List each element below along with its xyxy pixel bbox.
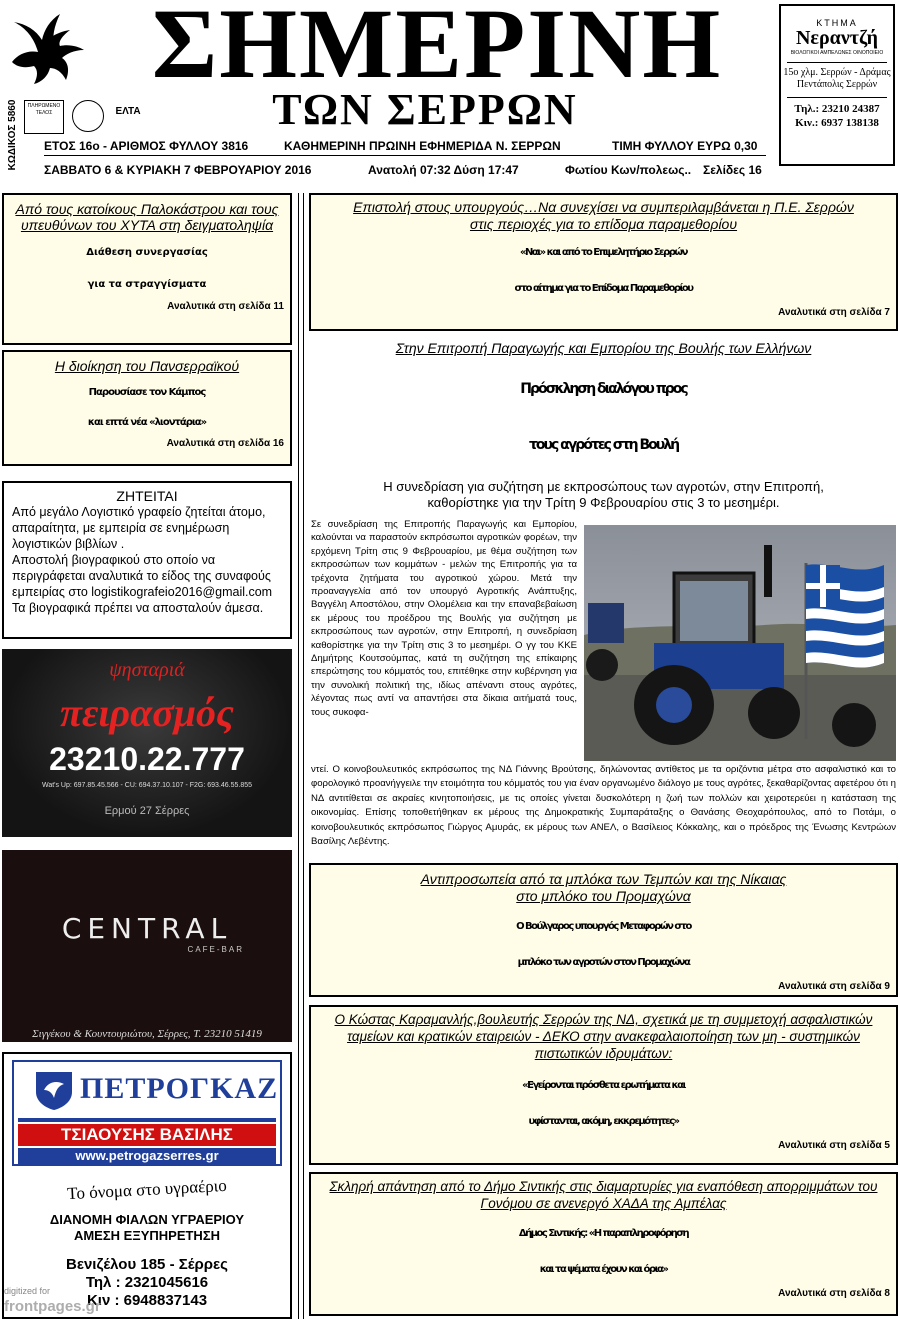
- story-epimelitirio[interactable]: [309, 193, 898, 331]
- price-label: ΤΙΜΗ ΦΥΛΛΟΥ ΕΥΡΩ 0,30: [612, 139, 758, 153]
- winery-name: Νεραντζή: [795, 27, 879, 49]
- winery-addr1: 15ο χλμ. Σερρών - Δράμας: [783, 67, 891, 78]
- story-kicker: Από τους κατοίκους Παλοκάστρου και τους υπευθύνων του ΧΥΤΑ στη δειγματοληψία: [15, 201, 279, 233]
- ad-messaging: Wat's Up: 697.85.45.566 - CU: 694.37.10.107 - F2G: 693.46.55.855: [41, 782, 253, 789]
- ad-brand: πειρασμός: [60, 690, 234, 735]
- greek-flag-icon: [806, 564, 884, 667]
- year-issue: ΕΤΟΣ 16ο - ΑΡΙΘΜΟΣ ΦΥΛΛΟΥ 3816: [44, 139, 249, 153]
- main-headline-line1: Πρόσκληση διαλόγου προς: [520, 381, 687, 397]
- petrogaz-website: www.petrogazserres.gr: [18, 1148, 276, 1164]
- masthead-subtitle: ΤΩΝ ΣΕΡΡΩΝ: [272, 85, 578, 134]
- story-headline-line1: «Εγείρονται πρόσθετα ερωτήματα και: [522, 1080, 685, 1091]
- ad-brand: CENTRAL: [61, 912, 233, 945]
- postage-badge: ΠΛΗΡΩΜΕΝΟ ΤΕΛΟΣ: [24, 100, 64, 134]
- ad-address: Ερμού 27 Σέρρες: [104, 805, 190, 817]
- winery-ad[interactable]: [779, 4, 895, 166]
- petrogaz-slogan: Το όνομα στο υγραέριο: [66, 1175, 228, 1204]
- petrogaz-logo-box: [12, 1060, 282, 1166]
- winery-tel: Τηλ.: 23210 24387: [794, 103, 880, 115]
- ad-central[interactable]: [2, 850, 292, 1042]
- story-palokastro[interactable]: [2, 193, 292, 345]
- main-headline-line2: τους αγρότες στη Βουλή: [528, 437, 679, 453]
- watermark-site[interactable]: frontpages.gr: [4, 1298, 101, 1315]
- page-reference: Αναλυτικά στη σελίδα 8: [778, 1288, 890, 1299]
- petrogaz-mobile: Κιν : 6948837143: [86, 1292, 208, 1309]
- story-headline-line2: και τα ψέματα έχουν και όρια»: [539, 1264, 668, 1275]
- story-panserraikos[interactable]: [2, 350, 292, 466]
- ad-address: Σιγγέκου & Κουντουριώτου, Σέρρες, Τ. 23210 51419: [32, 1028, 262, 1040]
- story-headline-line1: «Ναι» και από το Επιμελητήριο Σερρών: [520, 247, 687, 258]
- petrogaz-address: Βενιζέλου 185 - Σέρρες: [66, 1256, 228, 1273]
- story-bulgarian-minister[interactable]: [309, 863, 898, 997]
- date-label: ΣΑΒΒΑΤΟ 6 & ΚΥΡΙΑΚΗ 7 ΦΕΒΡΟΥΑΡΙΟΥ 2016: [44, 163, 312, 177]
- story-headline-line1: Διάθεση συνεργασίας: [86, 247, 208, 258]
- story-kicker: Σκληρή απάντηση από το Δήμο Σιντικής στις διαμαρτυρίες για εναπόθεση απορριμμάτων του Γονόμου σε ανενεργό ΧΑΔΑ της Αμπέλας: [329, 1179, 878, 1211]
- story-kicker2: στο μπλόκο του Προμαχώνα: [516, 888, 691, 904]
- petrogaz-tel: Τηλ : 2321045616: [85, 1274, 209, 1291]
- tractor-flag-photo: [584, 525, 896, 761]
- ad-peirasmos[interactable]: [2, 649, 292, 837]
- seal-icon: [72, 100, 104, 132]
- petrogaz-line2: ΑΜΕΣΗ ΕΞΥΠΗΡΕΤΗΣΗ: [73, 1228, 221, 1243]
- ad-petrogaz[interactable]: [2, 1052, 292, 1319]
- story-kicker: Ο Κώστας Καραμανλής,βουλευτής Σερρών της ΝΔ, σχετικά με τη συμμετοχή ασφαλιστικών ταμείων και κρατικών εταιρειών - ΔΕΚΟ στην ανακεφαλαιοποίηση των μη - συστημικών πιστωτικών ιδρυμάτων:: [334, 1012, 873, 1061]
- story-headline-line2: και επτά νέα «λιοντάρια»: [87, 417, 207, 428]
- classified-text1: Από μεγάλο Λογιστικό γραφείο ζητείται άτομο, απαραίτητα, με εμπειρία σε ενημέρωση λογιστικών βιβλίων .: [12, 505, 266, 551]
- petrogaz-brand: ΠΕΤΡΟΓΚΑΖ: [80, 1072, 279, 1105]
- main-deck-line2: καθορίστηκε για την Τρίτη 9 Φεβρουαρίου στις 3 το μεσημέρι.: [427, 495, 780, 510]
- issn-code: ΚΩΔΙΚΟΣ 5860: [7, 99, 18, 171]
- main-body-column: Σε συνεδρίαση της Επιτροπής Παραγωγής και Εμπορίου, καλούνται να παραστούν εκπρόσωποι αγροτικών φορέων, την ερχόμενη Τρίτη στις 9 Φεβρουαρίου, με θέμα συζήτηση των εκπροσώπων των κομμάτων - μελών της Επιτροπής για τα τρέχοντα ζητήματα του αγροτικού χώρου. Μετά την προαναγγελία από τον υπουργό Αγροτικής Ανάπτυξης, Βαγγέλη Αποστόλου, στην Ολομέλεια και την επαναβεβαίωση εκ μέρους του προέδρου της Βουλής για συζήτηση με εκπροσώπους των αγροτών, στην Επιτροπή, η συνεδρίαση καθορίστηκε για την Τρίτη στις 3 το μεσημέρι. Ο γγ του ΚΚΕ Δημήτρης Κουτσούμπας, κατά τη συζήτηση της επίκαιρης επερώτησης του κόμματός του, επιτέθηκε στην κυβέρνηση για την συνολική πολιτική της, ιδίως απέναντι στους αγρότες, λέγοντας πως αντί να απαντήσει στα δίκαια αιτήματά τους, τους συκοφα-: [311, 519, 577, 718]
- winery-addr2: Πεντάπολις Σερρών: [796, 79, 878, 90]
- masthead-title: ΣΗΜΕΡΙΝΗ: [151, 0, 723, 99]
- main-kicker: Στην Επιτροπή Παραγωγής και Εμπορίου της Βουλής των Ελλήνων: [395, 340, 812, 356]
- ad-subtitle: CAFE-BAR: [187, 945, 244, 954]
- main-deck-line1: Η συνεδρίαση για συζήτηση με εκπροσώπους των αγροτών, στην Επιτροπή,: [383, 479, 824, 494]
- page-reference: Αναλυτικά στη σελίδα 16: [166, 438, 284, 449]
- pegasus-logo-icon: [4, 10, 86, 86]
- winery-sub: ΒΙΟΛΟΓΙΚΟΙ ΑΜΠΕΛΩΝΕΣ ΟΙΝΟΠΟΙΕΙΟ: [790, 50, 884, 56]
- page-reference: Αναλυτικά στη σελίδα 7: [778, 307, 890, 318]
- story-headline-line2: στο αίτημα για το Επίδομα Παραμεθορίου: [514, 283, 693, 294]
- page-reference: Αναλυτικά στη σελίδα 9: [778, 981, 890, 992]
- sun-times: Ανατολή 07:32 Δύση 17:47: [368, 163, 519, 177]
- story-headline-line2: υφίστανται, ακόμη, εκκρεμότητες»: [528, 1116, 679, 1127]
- story-headline-line2: μπλόκο των αγροτών στον Προμαχώνα: [517, 957, 690, 968]
- petrogaz-owner: ΤΣΙΑΟΥΣΗΣ ΒΑΣΙΛΗΣ: [18, 1124, 276, 1146]
- shield-icon: [32, 1068, 76, 1112]
- story-karamanlis[interactable]: [309, 1005, 898, 1165]
- column-divider: [298, 193, 304, 1319]
- story-kicker1: Αντιπροσωπεία από τα μπλόκα των Τεμπών και της Νίκαιας: [420, 871, 787, 887]
- watermark-digitized: digitized for: [4, 1286, 51, 1296]
- classified-text2: Αποστολή βιογραφικού στο οποίο να περιγράφεται αναλυτικά το είδος της συναφούς εμπειρίας στο logistikografeio2016@gmail.com: [12, 553, 273, 599]
- main-body-full: ντεί. Ο κοινοβουλευτικός εκπρόσωπος της ΝΔ Γιάννης Βρούτσης, δηλώνοντας αντίθετος με τα οριζόντια μέτρα στο ασφαλιστικό και το φορολογικό προανήγγειλε την ετοιμότητα του κόμματός του για έναν οργανωμένο διάλογο με τους αγρότες, ξεκαθαρίζοντας αφετέρου ότι η ΝΔ αντιτίθεται σε ακραίες κινητοποιήσεις, με τις οποίες γίνεται δυσκολότερη η ζωή των πολλών και χειροτερεύει η κατάσταση της οικονομίας. Επίσης τοποθετήθηκαν εκ μέρους της Δημοκρατικής Συμπαράταξης ο Θανάσης Θεοχαρόπουλος, από το Ποτάμι, ο κοινοβουλευτικός εκπρόσωπος Γιώργος Αμυράς, εκ μέρους των ΑΝΕΛ, ο Βασίλειος Κόκκαλης, και ο πρόεδρος της Ένωσης Κεντρώων Βασίλης Λεβέντης.: [311, 764, 896, 848]
- classified-text3: Τα βιογραφικά πρέπει να αποσταλούν άμεσα.: [12, 601, 264, 615]
- nameday: Φωτίου Κων/πολεως..: [565, 163, 692, 177]
- divider: [44, 155, 766, 156]
- story-headline-line2: για τα στραγγίσματα: [87, 279, 207, 290]
- page-reference: Αναλυτικά στη σελίδα 5: [778, 1140, 890, 1151]
- ad-top-label: ψησταριά: [109, 659, 185, 681]
- story-headline-line1: Δήμος Σιντικής: «Η παραπληροφόρηση: [518, 1228, 689, 1239]
- ad-phone: 23210.22.777: [49, 741, 245, 777]
- main-story[interactable]: [309, 340, 898, 858]
- winery-ktima: ΚΤΗΜΑ: [816, 18, 858, 28]
- petrogaz-line1: ΔΙΑΝΟΜΗ ΦΙΑΛΩΝ ΥΓΡΑΕΡΙΟΥ: [49, 1212, 245, 1227]
- story-kicker: Επιστολή στους υπουργούς…Να συνεχίσει να συμπεριλαμβάνεται η Π.Ε. Σερρών στις περιοχές για το επίδομα παραμεθορίου: [353, 199, 854, 232]
- story-kicker: Η διοίκηση του Πανσερραϊκού: [54, 358, 240, 374]
- page-count: Σελίδες 16: [703, 163, 762, 177]
- story-sintiki[interactable]: [309, 1172, 898, 1316]
- classified-title: ΖΗΤΕΙΤΑΙ: [116, 488, 178, 504]
- story-headline-line1: Παρουσίασε τον Κάμπος: [88, 387, 206, 398]
- elta-logo: ΕΛΤΑ: [115, 106, 141, 117]
- classified-ad[interactable]: [2, 481, 292, 639]
- winery-mob: Κιν.: 6937 138138: [795, 117, 879, 129]
- page-reference: Αναλυτικά στη σελίδα 11: [167, 301, 284, 312]
- story-headline-line1: Ο Βούλγαρος υπουργός Μεταφορών στο: [516, 921, 691, 932]
- daily-label: ΚΑΘΗΜΕΡΙΝΗ ΠΡΩΙΝΗ ΕΦΗΜΕΡΙΔΑ Ν. ΣΕΡΡΩΝ: [284, 139, 561, 153]
- masthead: [0, 0, 900, 190]
